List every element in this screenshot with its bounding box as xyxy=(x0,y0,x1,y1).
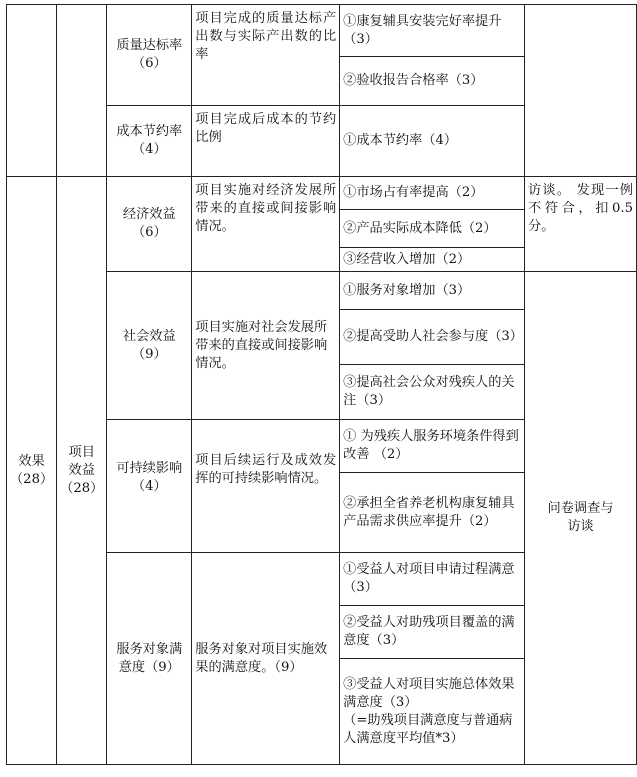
method-cell-top xyxy=(525,5,637,177)
measure-cell: ②提高受助人社会参与度（3） xyxy=(340,310,525,365)
level2-cell-top xyxy=(57,5,107,177)
measure-note: （=助残项目满意度与普通病人满意度平均值*3） xyxy=(343,712,513,746)
indicator-desc: 项目完成后成本的节约比例 xyxy=(192,106,340,177)
indicator-label: 成本节约率 xyxy=(116,124,183,139)
level1-cell xyxy=(7,177,57,765)
indicator-desc: 项目完成的质量达标产出数与实际产出数的比率 xyxy=(192,5,340,106)
indicator-cell xyxy=(107,420,192,553)
table-row xyxy=(7,177,637,210)
measure-cell: ①受益人对项目申请过程满意 （3） xyxy=(340,553,525,606)
measure-cell: ②承担全省养老机构康复辅具产品需求供应率提升（2） xyxy=(340,473,525,553)
measure-cell: ① 为残疾人服务环境条件得到改善 （2） xyxy=(340,420,525,473)
indicator-desc: 项目实施对社会发展所带来的直接或间接影响情况。 xyxy=(192,272,340,420)
measure-cell: ③经营收入增加（2） xyxy=(340,248,525,272)
indicator-desc: 服务对象对项目实施效果的满意度。（9） xyxy=(192,553,340,765)
indicator-score: （4） xyxy=(131,479,167,494)
measure-cell: ①康复辅具安装完好率提升 （3） xyxy=(340,5,525,57)
measure-cell: ①市场占有率提高（2） xyxy=(340,177,525,210)
table-row xyxy=(7,5,637,57)
indicator-score: （9） xyxy=(131,346,167,362)
level2-label: 项目效益 xyxy=(68,444,95,478)
indicator-cell xyxy=(107,553,192,765)
level2-cell xyxy=(57,177,107,765)
evaluation-table xyxy=(6,4,637,765)
indicator-label: 经济效益 xyxy=(122,207,176,222)
indicator-label: 服务对象满意度（9） xyxy=(116,641,183,675)
indicator-label: 社会效益 xyxy=(122,328,176,344)
measure-text: ③受益人对项目实施总体效果满意度（3） xyxy=(343,676,515,710)
indicator-cell xyxy=(107,106,192,177)
indicator-score: （6） xyxy=(131,225,167,240)
indicator-desc: 项目后续运行及成效发挥的可持续影响情况。 xyxy=(192,420,340,553)
indicator-label: 质量达标率 xyxy=(116,38,183,53)
level1-label: 效果 xyxy=(18,453,45,469)
indicator-label: 可持续影响 xyxy=(116,461,183,476)
method-cell-merged: 问卷调查与访谈 xyxy=(525,272,637,765)
indicator-score: （4） xyxy=(131,142,167,157)
method-cell: 访谈。 发现一例不符合，扣0.5分。 xyxy=(525,177,637,272)
indicator-cell xyxy=(107,5,192,106)
measure-cell: ①服务对象增加（3） xyxy=(340,272,525,310)
measure-cell: ②受益人对助残项目覆盖的满意度（3） xyxy=(340,606,525,659)
measure-cell: ③提高社会公众对残疾人的关注（3） xyxy=(340,365,525,420)
level2-score: （28） xyxy=(60,480,104,496)
indicator-cell xyxy=(107,177,192,272)
level1-cell-top xyxy=(7,5,57,177)
indicator-desc: 项目实施对经济发展所带来的直接或间接影响情况。 xyxy=(192,177,340,272)
measure-cell xyxy=(340,659,525,765)
measure-cell: ②产品实际成本降低（2） xyxy=(340,210,525,248)
measure-cell: ②验收报告合格率（3） xyxy=(340,57,525,106)
indicator-cell xyxy=(107,272,192,420)
measure-cell: ①成本节约率（4） xyxy=(340,106,525,177)
indicator-score: （6） xyxy=(131,56,167,71)
level1-score: （28） xyxy=(10,471,54,487)
